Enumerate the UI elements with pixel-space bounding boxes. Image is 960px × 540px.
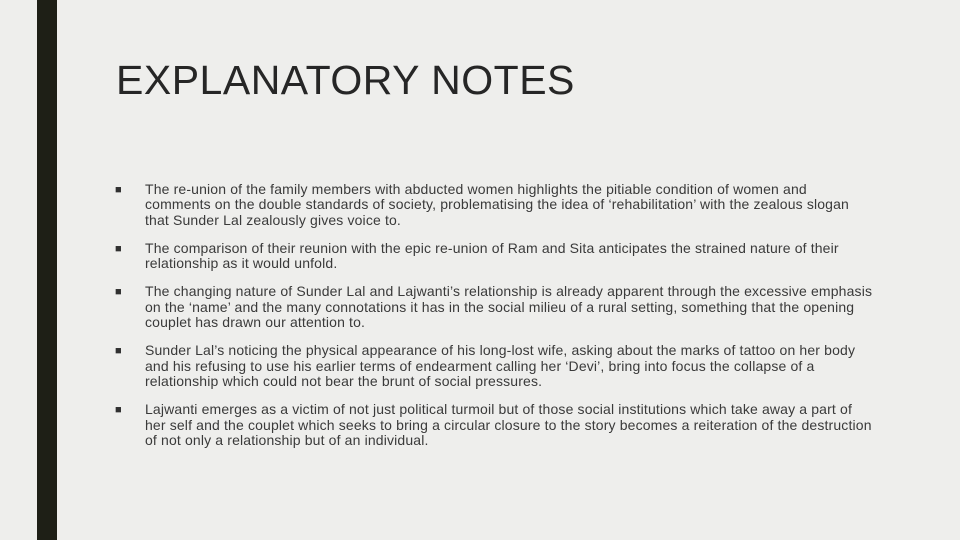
notes-list (114, 182, 874, 461)
list-item-text: The changing nature of Sunder Lal and Lajwanti’s relationship is already apparent through the excessive emphasis on the ‘name’ and the many connotations it has in the social milieu of a rural setting, something that the opening couplet has drawn our attention to. (145, 283, 873, 331)
accent-bar (37, 0, 57, 540)
list-item (114, 241, 874, 272)
square-bullet-icon: ■ (115, 345, 122, 358)
list-item (114, 402, 874, 448)
list-item-text: The comparison of their reunion with the epic re-union of Ram and Sita anticipates the strained nature of their relationship as it would unfold. (145, 239, 839, 272)
square-bullet-icon: ■ (115, 286, 122, 299)
list-item (114, 284, 874, 330)
square-bullet-icon: ■ (115, 404, 122, 417)
list-item-text: Lajwanti emerges as a victim of not just political turmoil but of those social institutions which take away a part of her self and the couplet which seeks to bring a circular closure to the story becomes a reiteration of the destruction of not only a relationship but of an individual. (145, 401, 872, 448)
list-item (114, 182, 874, 228)
list-item-text: Sunder Lal’s noticing the physical appearance of his long-lost wife, asking about the marks of tattoo on her body and his refusing to use his earlier terms of endearment calling her ‘Devi’, bring into focus the collapse of a relationship which could not bear the brunt of social pressures. (145, 342, 856, 389)
square-bullet-icon: ■ (115, 184, 122, 196)
list-item-text: The re-union of the family members with abducted women highlights the pitiable condition of women and comments on the double standards of society, problematising the idea of ‘rehabilitation’ with the zealous slogan that Sunder Lal zealously gives voice to. (145, 181, 849, 228)
list-item (114, 343, 874, 389)
slide-title: EXPLANATORY NOTES (116, 57, 575, 103)
square-bullet-icon: ■ (115, 242, 122, 255)
